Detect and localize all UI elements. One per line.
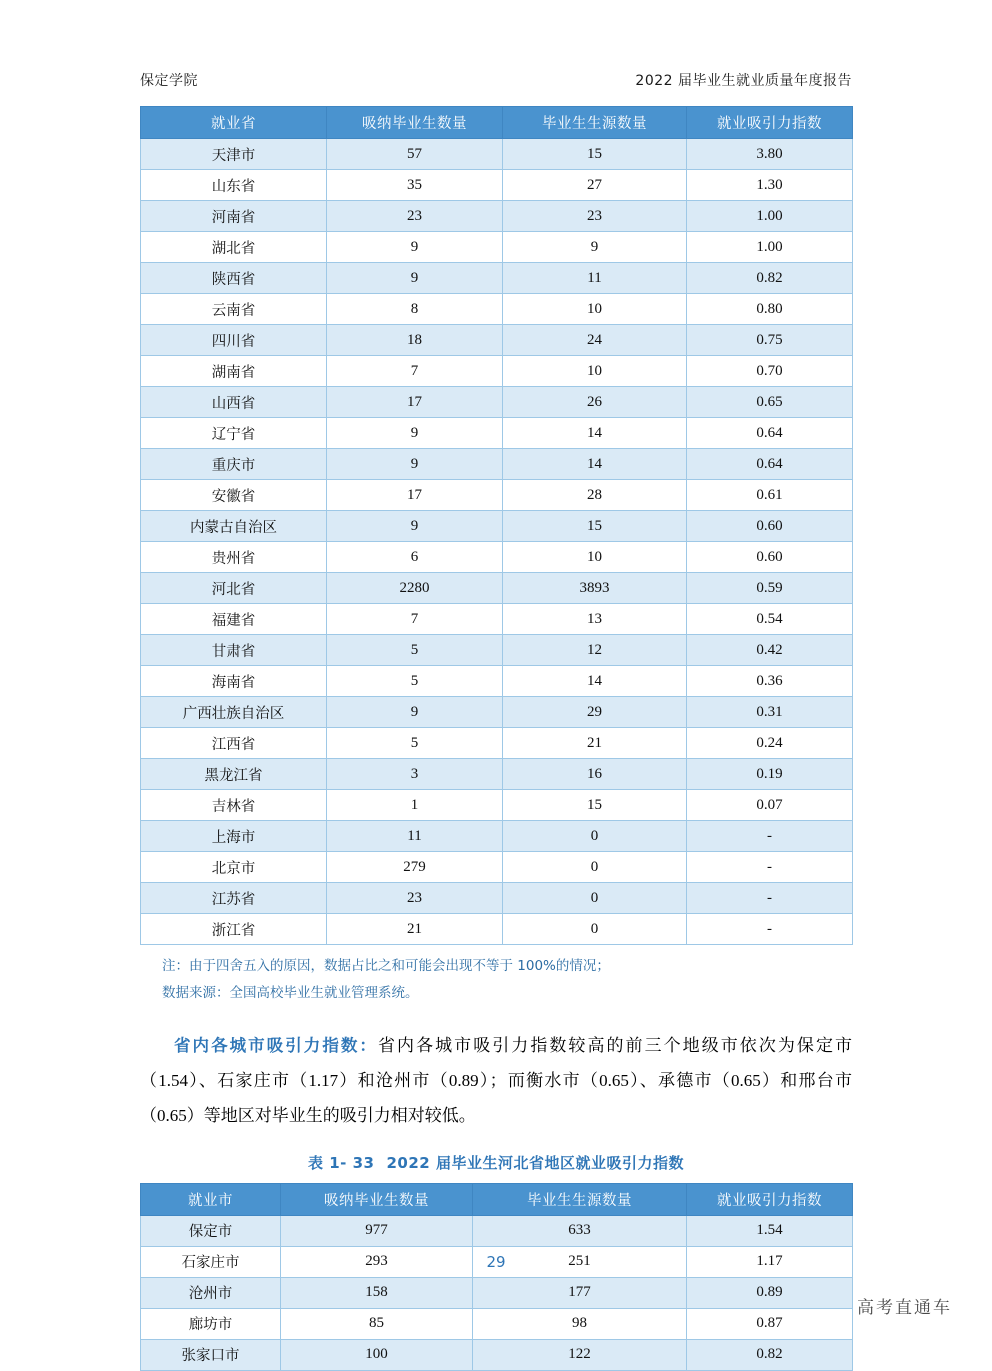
cell-value: 251 [473, 1246, 687, 1277]
row-label: 天津市 [141, 139, 327, 170]
cell-value: 16 [503, 759, 687, 790]
table-notes [140, 953, 852, 1007]
cell-value: 977 [281, 1215, 473, 1246]
table-row [141, 511, 853, 542]
table-row [141, 418, 853, 449]
row-label: 贵州省 [141, 542, 327, 573]
table-row [141, 883, 853, 914]
row-label: 福建省 [141, 604, 327, 635]
cell-value: 14 [503, 418, 687, 449]
cell-value: 7 [327, 604, 503, 635]
cell-value: 26 [503, 387, 687, 418]
row-label: 张家口市 [141, 1339, 281, 1370]
table-row [141, 263, 853, 294]
cell-value: 1.00 [687, 232, 853, 263]
row-label: 江西省 [141, 728, 327, 759]
cell-value: 17 [327, 387, 503, 418]
cell-value: 57 [327, 139, 503, 170]
cell-value: 0 [503, 883, 687, 914]
row-label: 湖北省 [141, 232, 327, 263]
cell-value: 21 [327, 914, 503, 945]
cell-value: 0 [503, 852, 687, 883]
table-row [141, 1308, 853, 1339]
cell-value: 0.87 [687, 1308, 853, 1339]
table2-caption-number: 表 1- 33 [308, 1153, 375, 1172]
cell-value: 3 [327, 759, 503, 790]
cell-value: 15 [503, 139, 687, 170]
cell-value: 0.64 [687, 449, 853, 480]
cell-value: 0.64 [687, 418, 853, 449]
cell-value: 23 [327, 201, 503, 232]
cell-value: 0.65 [687, 387, 853, 418]
cell-value: 9 [327, 263, 503, 294]
row-label: 辽宁省 [141, 418, 327, 449]
cell-value: 15 [503, 790, 687, 821]
table-row [141, 449, 853, 480]
cell-value: - [687, 852, 853, 883]
row-label: 北京市 [141, 852, 327, 883]
cell-value: 0.75 [687, 325, 853, 356]
table-row [141, 170, 853, 201]
row-label: 海南省 [141, 666, 327, 697]
cell-value: 15 [503, 511, 687, 542]
table-row [141, 294, 853, 325]
cell-value: 10 [503, 542, 687, 573]
row-label: 保定市 [141, 1215, 281, 1246]
cell-value: 0 [503, 914, 687, 945]
row-label: 陕西省 [141, 263, 327, 294]
cell-value: 0.80 [687, 294, 853, 325]
table-row [141, 387, 853, 418]
cell-value: 5 [327, 635, 503, 666]
row-label: 河南省 [141, 201, 327, 232]
cell-value: 18 [327, 325, 503, 356]
table-row [141, 697, 853, 728]
cell-value: 1.30 [687, 170, 853, 201]
table-row [141, 325, 853, 356]
cell-value: 0.59 [687, 573, 853, 604]
row-label: 湖南省 [141, 356, 327, 387]
cell-value: 293 [281, 1246, 473, 1277]
province-attraction-table [140, 106, 853, 945]
cell-value: - [687, 914, 853, 945]
column-header-3: 毕业生生源数量 [503, 107, 687, 139]
table-row [141, 604, 853, 635]
table-header-row [141, 1183, 853, 1215]
table-row [141, 790, 853, 821]
row-label: 四川省 [141, 325, 327, 356]
cell-value: 1 [327, 790, 503, 821]
row-label: 沧州市 [141, 1277, 281, 1308]
table-row [141, 666, 853, 697]
table-row [141, 1215, 853, 1246]
cell-value: 14 [503, 449, 687, 480]
paragraph-text: 省内各城市吸引力指数较高的前三个地级市依次为保定市（1.54）、石家庄市（1.17）和沧州市（0.89）；而衡水市（0.65）、承德市（0.65）和邢台市（0.65）等地区对毕业生的吸引力相对较低。 [140, 1036, 853, 1125]
cell-value: 5 [327, 728, 503, 759]
cell-value: 27 [503, 170, 687, 201]
column-header-1: 就业省 [141, 107, 327, 139]
column-header-4: 就业吸引力指数 [687, 107, 853, 139]
row-label: 甘肃省 [141, 635, 327, 666]
table2-caption [140, 1152, 852, 1173]
table-row [141, 821, 853, 852]
column-header-1: 就业市 [141, 1183, 281, 1215]
row-label: 山东省 [141, 170, 327, 201]
cell-value: 0.19 [687, 759, 853, 790]
cell-value: 13 [503, 604, 687, 635]
cell-value: 6 [327, 542, 503, 573]
row-label: 重庆市 [141, 449, 327, 480]
cell-value: 0.42 [687, 635, 853, 666]
table-row [141, 139, 853, 170]
page-number: 29 [486, 1253, 506, 1271]
cell-value: 28 [503, 480, 687, 511]
page-header [140, 0, 852, 90]
cell-value: 1.54 [687, 1215, 853, 1246]
header-report-title: 2022 届毕业生就业质量年度报告 [635, 73, 852, 89]
cell-value: 0.82 [687, 263, 853, 294]
watermark: 高考直通车 [857, 1298, 952, 1318]
table-row [141, 914, 853, 945]
cell-value: 1.00 [687, 201, 853, 232]
cell-value: 122 [473, 1339, 687, 1370]
cell-value: 29 [503, 697, 687, 728]
cell-value: 0.60 [687, 511, 853, 542]
cell-value: 0.89 [687, 1277, 853, 1308]
header-institution: 保定学院 [140, 73, 198, 89]
cell-value: 11 [327, 821, 503, 852]
cell-value: 8 [327, 294, 503, 325]
cell-value: 35 [327, 170, 503, 201]
table-row [141, 480, 853, 511]
cell-value: 279 [327, 852, 503, 883]
row-label: 江苏省 [141, 883, 327, 914]
table-row [141, 1277, 853, 1308]
cell-value: 9 [327, 449, 503, 480]
row-label: 黑龙江省 [141, 759, 327, 790]
cell-value: - [687, 821, 853, 852]
cell-value: 0.31 [687, 697, 853, 728]
cell-value: 17 [327, 480, 503, 511]
row-label: 上海市 [141, 821, 327, 852]
cell-value: 85 [281, 1308, 473, 1339]
hebei-city-attraction-table [140, 1183, 853, 1371]
table2-caption-title: 2022 届毕业生河北省地区就业吸引力指数 [386, 1153, 684, 1172]
cell-value: 21 [503, 728, 687, 759]
cell-value: 9 [327, 511, 503, 542]
table-row [141, 232, 853, 263]
note-line-1: 注：由于四舍五入的原因，数据占比之和可能会出现不等于 100%的情况； [162, 958, 610, 974]
row-label: 内蒙古自治区 [141, 511, 327, 542]
note-line-2: 数据来源：全国高校毕业生就业管理系统。 [162, 985, 419, 1001]
table-row [141, 356, 853, 387]
cell-value: - [687, 883, 853, 914]
row-label: 河北省 [141, 573, 327, 604]
cell-value: 12 [503, 635, 687, 666]
cell-value: 3893 [503, 573, 687, 604]
table-body [141, 1215, 853, 1370]
row-label: 安徽省 [141, 480, 327, 511]
cell-value: 14 [503, 666, 687, 697]
table-row [141, 728, 853, 759]
cell-value: 9 [327, 232, 503, 263]
table-body [141, 139, 853, 945]
row-label: 山西省 [141, 387, 327, 418]
table-row [141, 201, 853, 232]
cell-value: 2280 [327, 573, 503, 604]
cell-value: 5 [327, 666, 503, 697]
row-label: 广西壮族自治区 [141, 697, 327, 728]
cell-value: 9 [327, 418, 503, 449]
table-row [141, 759, 853, 790]
table-row [141, 1339, 853, 1370]
cell-value: 98 [473, 1308, 687, 1339]
cell-value: 0 [503, 821, 687, 852]
cell-value: 0.82 [687, 1339, 853, 1370]
table-header-row [141, 107, 853, 139]
column-header-2: 吸纳毕业生数量 [327, 107, 503, 139]
cell-value: 7 [327, 356, 503, 387]
cell-value: 1.17 [687, 1246, 853, 1277]
row-label: 吉林省 [141, 790, 327, 821]
cell-value: 10 [503, 356, 687, 387]
cell-value: 24 [503, 325, 687, 356]
cell-value: 158 [281, 1277, 473, 1308]
row-label: 廊坊市 [141, 1308, 281, 1339]
city-attraction-paragraph [140, 1029, 852, 1134]
cell-value: 0.60 [687, 542, 853, 573]
row-label: 石家庄市 [141, 1246, 281, 1277]
cell-value: 0.54 [687, 604, 853, 635]
cell-value: 23 [327, 883, 503, 914]
cell-value: 177 [473, 1277, 687, 1308]
table-row [141, 573, 853, 604]
cell-value: 100 [281, 1339, 473, 1370]
cell-value: 3.80 [687, 139, 853, 170]
cell-value: 0.61 [687, 480, 853, 511]
cell-value: 9 [327, 697, 503, 728]
column-header-2: 吸纳毕业生数量 [281, 1183, 473, 1215]
row-label: 浙江省 [141, 914, 327, 945]
table-row [141, 852, 853, 883]
cell-value: 11 [503, 263, 687, 294]
table-row [141, 542, 853, 573]
cell-value: 23 [503, 201, 687, 232]
paragraph-lead: 省内各城市吸引力指数： [174, 1036, 378, 1055]
table-row [141, 635, 853, 666]
row-label: 云南省 [141, 294, 327, 325]
cell-value: 10 [503, 294, 687, 325]
column-header-4: 就业吸引力指数 [687, 1183, 853, 1215]
cell-value: 0.24 [687, 728, 853, 759]
cell-value: 9 [503, 232, 687, 263]
cell-value: 633 [473, 1215, 687, 1246]
column-header-3: 毕业生生源数量 [473, 1183, 687, 1215]
cell-value: 0.07 [687, 790, 853, 821]
cell-value: 0.70 [687, 356, 853, 387]
cell-value: 0.36 [687, 666, 853, 697]
